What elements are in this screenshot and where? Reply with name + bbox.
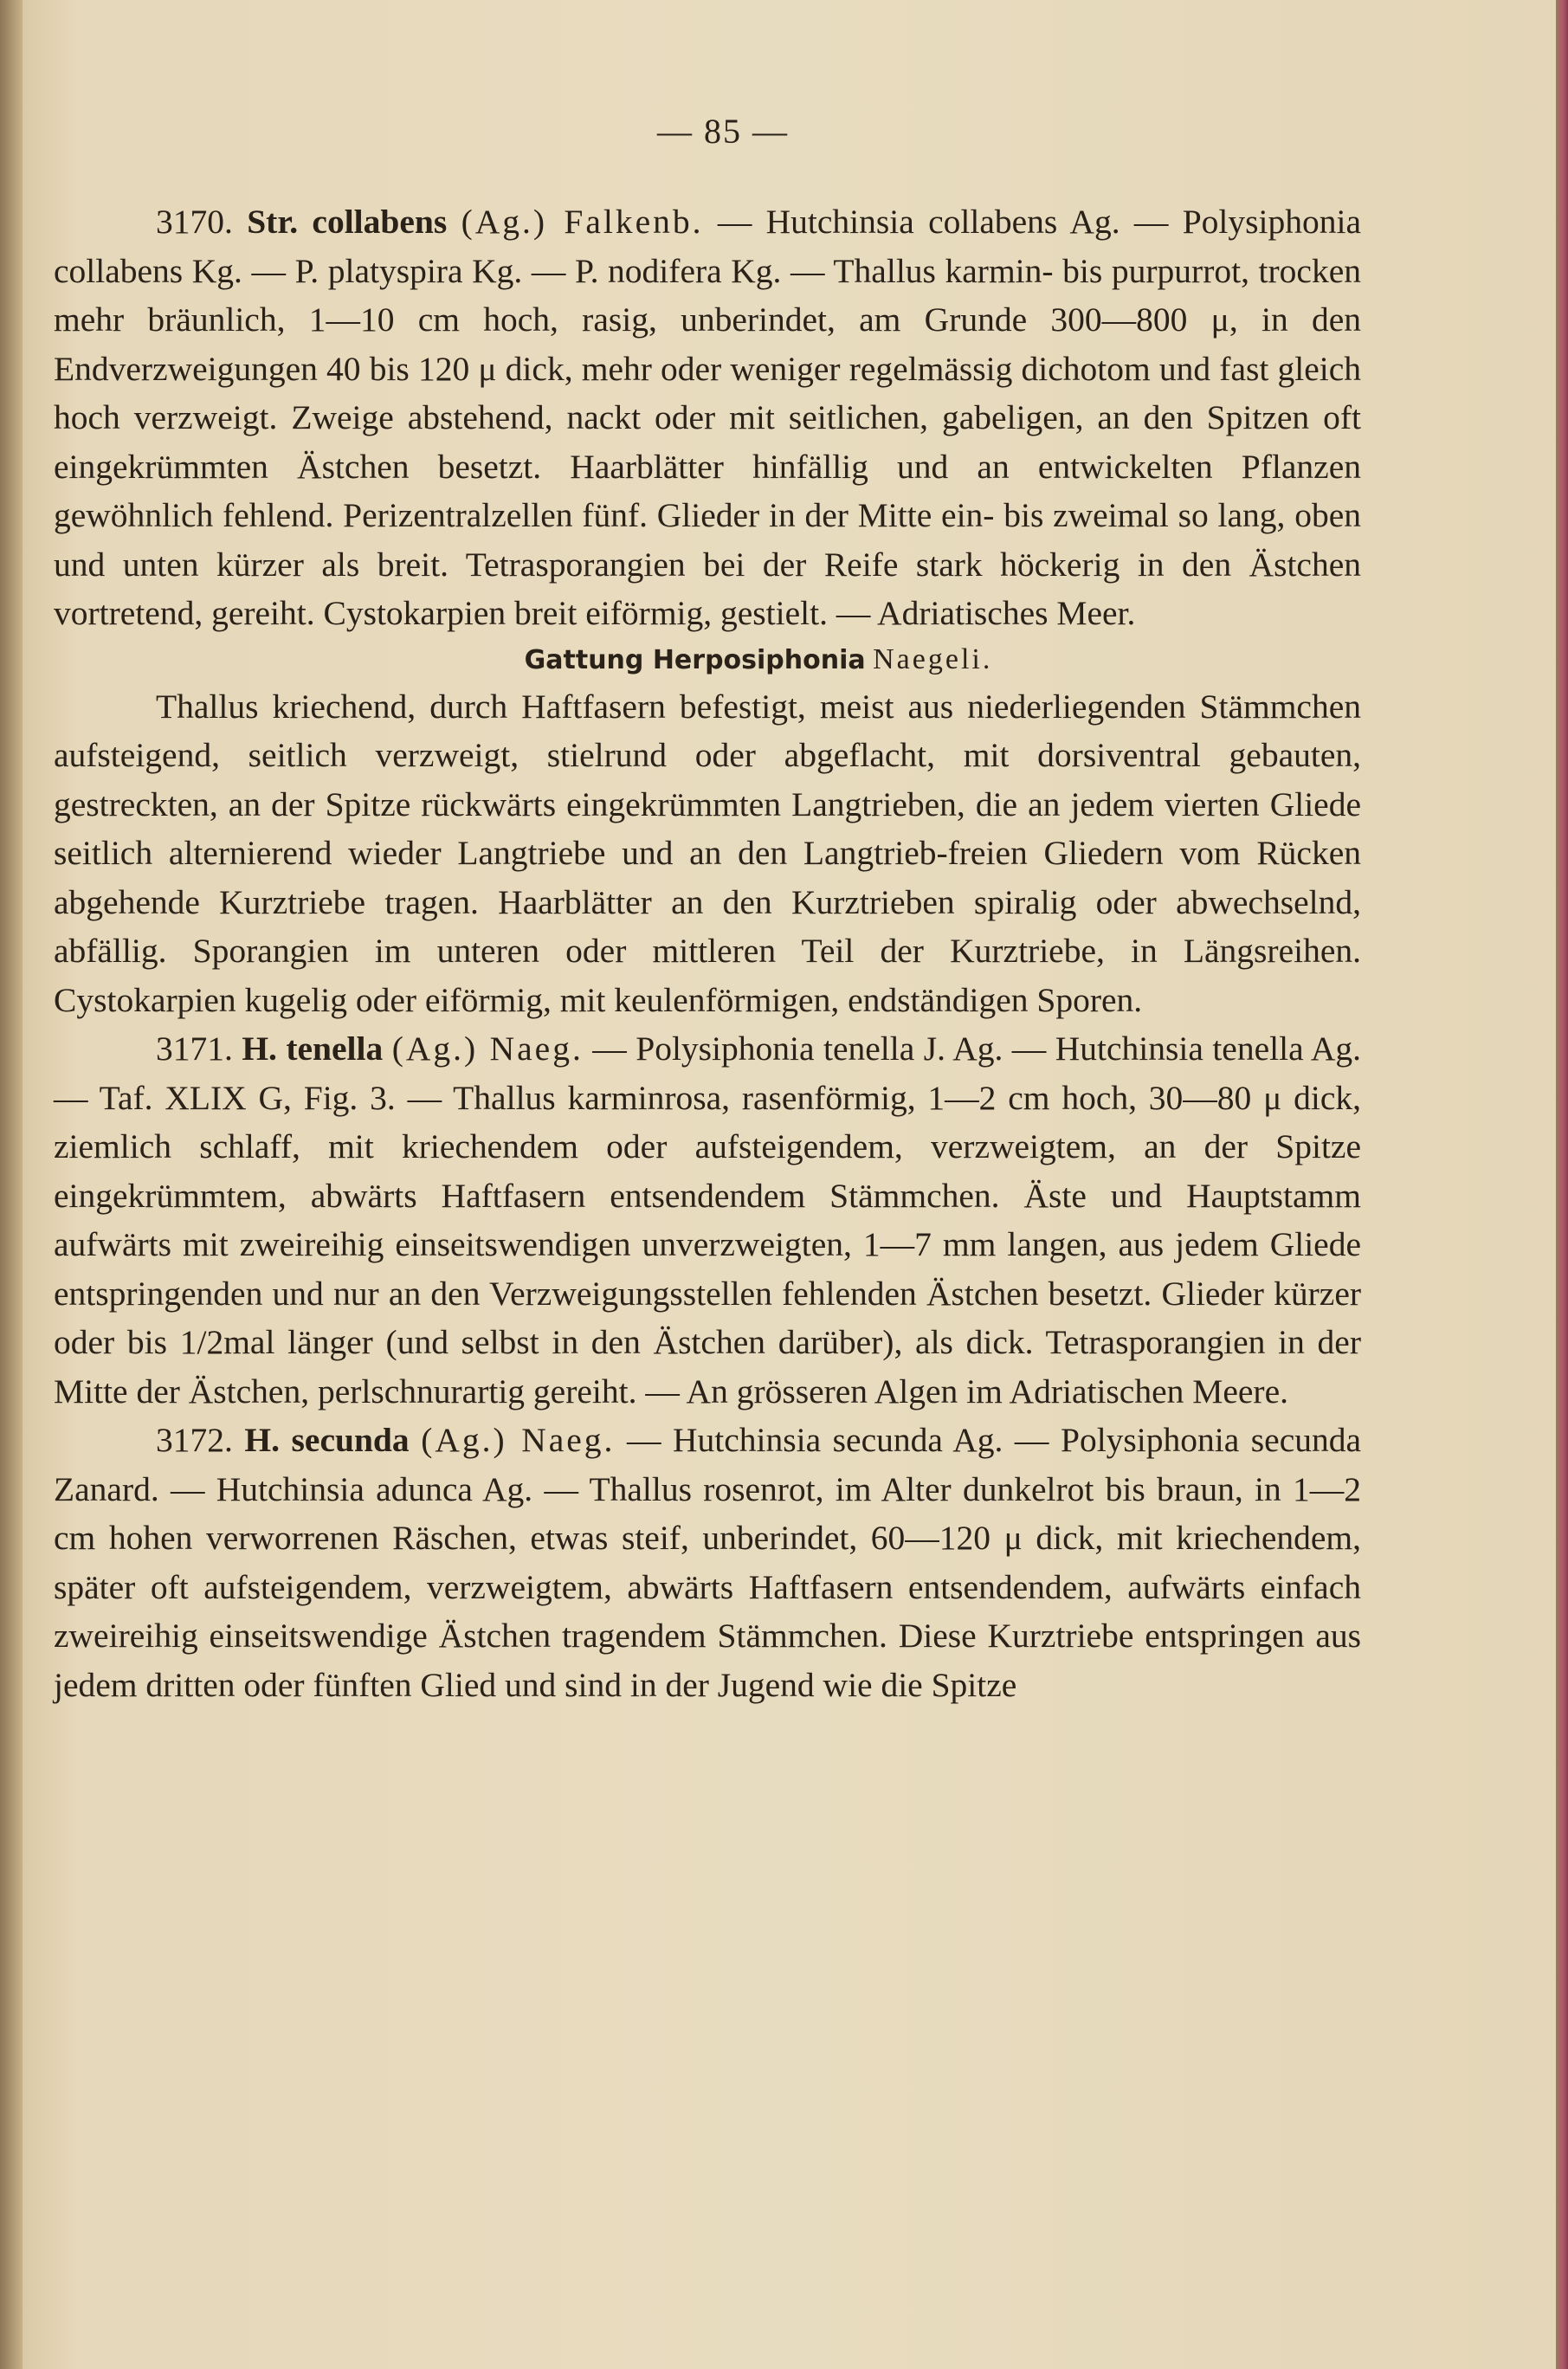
entry-3171	[54, 1024, 1361, 1416]
species-name: H. secunda	[244, 1421, 410, 1459]
entry-number: 3170.	[156, 203, 233, 241]
page-number: — 85 —	[657, 112, 789, 151]
entry-text: — Polysiphonia tenella J. Ag. — Hutchinsia tenella Ag. — Taf. XLIX G, Fig. 3. — Thallus karminrosa, rasenförmig, 1—2 cm hoch, 30—80 μ dick, ziemlich schlaff, mit kriechendem oder aufsteigendem, verzweigtem, an der Spitze eingekrümmtem, abwärts Haftfasern entsendendem Stämmchen. Äste und Hauptstamm aufwärts mit zweireihig einseitswendigen unverzweigten, 1—7 mm langen, aus jedem Gliede entspringenden und nur an den Verzweigungsstellen fehlenden Ästchen besetzt. Glieder kürzer oder bis	[54, 1030, 1362, 1361]
species-author: (Ag.) Naeg.	[421, 1421, 616, 1459]
page-edge	[1556, 0, 1568, 2369]
fraction: 1/2	[179, 1323, 224, 1361]
species-name: H. tenella	[242, 1030, 384, 1068]
entry-number: 3172.	[156, 1421, 233, 1459]
species-author: (Ag.) Naeg.	[391, 1030, 584, 1068]
entry-number: 3171.	[156, 1030, 233, 1068]
entry-3170	[54, 197, 1361, 638]
genus-label: Gattung Herposiphonia	[524, 644, 866, 675]
entry-3172	[54, 1416, 1361, 1709]
genus-heading	[54, 638, 1361, 682]
genus-author: Naegeli.	[873, 642, 993, 675]
page-gutter-shadow	[0, 0, 23, 2369]
species-author: (Ag.) Falkenb.	[461, 203, 704, 241]
genus-description: Thallus kriechend, durch Haftfasern befestigt, meist aus niederliegenden Stämmchen aufsteigend, seitlich verzweigt, stielrund oder abgeflacht, mit dorsiventral gebauten, gestreckten, an der Spitze rückwärts eingekrümmten Langtrieben, die an jedem vierten Gliede seitlich alternierend wieder Langtriebe und an den Langtrieb-freien Gliedern vom Rücken abgehende Kurztriebe tragen. Haarblätter an den Kurztrieben spiralig oder abwechselnd, abfällig. Sporangien im unteren oder mittleren Teil der Kurztriebe, in Längsreihen. Cystokarpien kugelig oder eiförmig, mit keulenförmigen, endständigen Sporen.	[54, 687, 1361, 1019]
species-name: Str. collabens	[247, 203, 448, 241]
entry-text: — Hutchinsia secunda Ag. — Polysiphonia secunda Zanard. — Hutchinsia adunca Ag. — Thallus rosenrot, im Alter dunkelrot bis braun, in 1—2 cm hohen verworrenen Räschen, etwas steif, unberindet, 60—120 μ dick, mit kriechendem, später oft aufsteigendem, verzweigtem, abwärts Haftfasern entsendendem, aufwärts einfach zweireihig einseitswendige Ästchen tragendem Stämmchen. Diese Kurztriebe entspringen aus jedem dritten oder fünften Glied und sind in der Jugend wie die Spitze	[54, 1421, 1362, 1704]
entry-text: — Hutchinsia collabens Ag. — Polysiphonia collabens Kg. — P. platyspira Kg. — P. nodifera Kg. — Thallus karmin- bis purpurrot, trocken mehr bräunlich, 1—10 cm hoch, rasig, unberindet, am Grunde 300—800 μ, in den Endverzweigungen 40 bis 120 μ dick, mehr oder weniger regelmässig dichotom und fast gleich hoch verzweigt. Zweige abstehend, nackt oder mit seitlichen, gabeligen, an den Spitzen oft eingekrümmten Ästchen besetzt. Haarblätter hinfällig und an entwickelten Pflanzen gewöhnlich fehlend. Perizentralzellen fünf. Glieder in der Mitte ein- bis zweimal so lang, oben und unten kürzer als breit. Tetrasporangien bei der Reife stark höckerig in den Ästchen vortretend, gereiht. Cystokarpien breit eiförmig, gestielt. — Adriatisches Meer.	[54, 203, 1362, 632]
page-body	[54, 197, 1361, 1709]
entry-text-continued: mal länger (und selbst in den Ästchen darüber), als dick. Tetrasporangien in der Mitte der Ästchen, perlschnurartig gereiht. — An grösseren Algen im Adriatischen Meere.	[54, 1323, 1361, 1410]
